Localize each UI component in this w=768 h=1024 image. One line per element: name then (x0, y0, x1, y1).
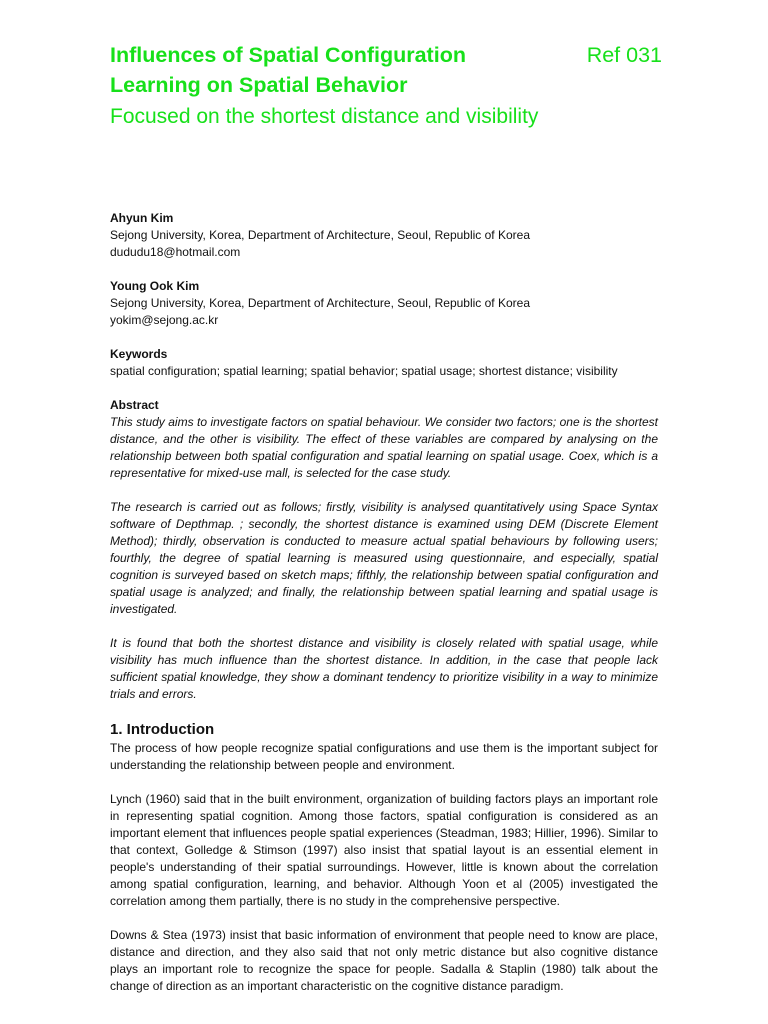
author-block (110, 210, 658, 261)
title-line-1: Influences of Spatial Configuration (110, 43, 466, 67)
title-line-2: Learning on Spatial Behavior (110, 73, 408, 97)
author-email: dududu18@hotmail.com (110, 245, 241, 259)
title-row (110, 40, 662, 100)
paper-subtitle: Focused on the shortest distance and visibility (110, 105, 539, 128)
keywords-section (110, 346, 658, 380)
body-paragraph: Downs & Stea (1973) insist that basic information of environment that people need to know are place, distance and direction, and they also said that not only metric distance but also cognitive distance plays an important role to recognize the space for people. Sadalla & Staplin (1980) talk about the change of direction as an important characteristic on the cognitive distance paradigm. (110, 928, 658, 993)
introduction-section (110, 720, 658, 995)
author-affiliation: Sejong University, Korea, Department of Architecture, Seoul, Republic of Korea (110, 296, 530, 310)
author-list (110, 210, 658, 329)
abstract-paragraph: This study aims to investigate factors on spatial behaviour. We consider two factors; one is the shortest distance, and the other is visibility. The effect of these variables are compared by analysing on the relationship between both spatial configuration and spatial learning on spatial usage. Coex, which is a representative for mixed-use mall, is selected for the case study. (110, 415, 658, 480)
body-paragraph: The process of how people recognize spatial configurations and use them is the important subject for understanding the relationship between people and environment. (110, 741, 658, 772)
paper-title (110, 40, 466, 100)
keywords-heading: Keywords (110, 347, 168, 361)
abstract-heading: Abstract (110, 398, 159, 412)
author-email: yokim@sejong.ac.kr (110, 313, 219, 327)
author-affiliation: Sejong University, Korea, Department of Architecture, Seoul, Republic of Korea (110, 228, 530, 242)
abstract-paragraph: It is found that both the shortest distance and visibility is closely related with spatial usage, while visibility has much influence than the shortest distance. In addition, in the case that people lack sufficient spatial knowledge, they show a dominant tendency to prioritize visibility in a way to minimize trials and errors. (110, 636, 658, 701)
author-name: Ahyun Kim (110, 211, 174, 225)
abstract-paragraph: The research is carried out as follows; firstly, visibility is analysed quantitatively using Space Syntax software of Depthmap. ; secondly, the shortest distance is examined using DEM (Discrete Element Method); thirdly, observation is conducted to measure actual spatial behaviours by following users; fourthly, the degree of spatial learning is measured using questionnaire, and especially, spatial cognition is surveyed based on sketch maps; fifthly, the relationship between spatial configuration and spatial usage is analyzed; and finally, the relationship between spatial learning and spatial usage is investigated. (110, 500, 658, 616)
abstract-section (110, 397, 658, 703)
reference-number: Ref 031 (586, 43, 662, 67)
body-paragraph: Lynch (1960) said that in the built environment, organization of building factors plays an important role in representing spatial cognition. Among those factors, spatial configuration is considered as an important element that influences people spatial experiences (Steadman, 1983; Hillier, 1996). Similar to that context, Golledge & Stimson (1997) also insist that spatial layout is an essential element in people's understanding of their spatial surroundings. However, little is known about the correlation among spatial configuration, learning, and behavior. Although Yoon et al (2005) investigated the correlation among them partially, there is no study in the comprehensive perspective. (110, 792, 658, 908)
author-block (110, 278, 658, 329)
paper-page (110, 40, 662, 1012)
section-heading: 1. Introduction (110, 721, 215, 738)
keywords-text: spatial configuration; spatial learning; spatial behavior; spatial usage; shortest distance; visibility (110, 364, 618, 378)
author-name: Young Ook Kim (110, 279, 200, 293)
